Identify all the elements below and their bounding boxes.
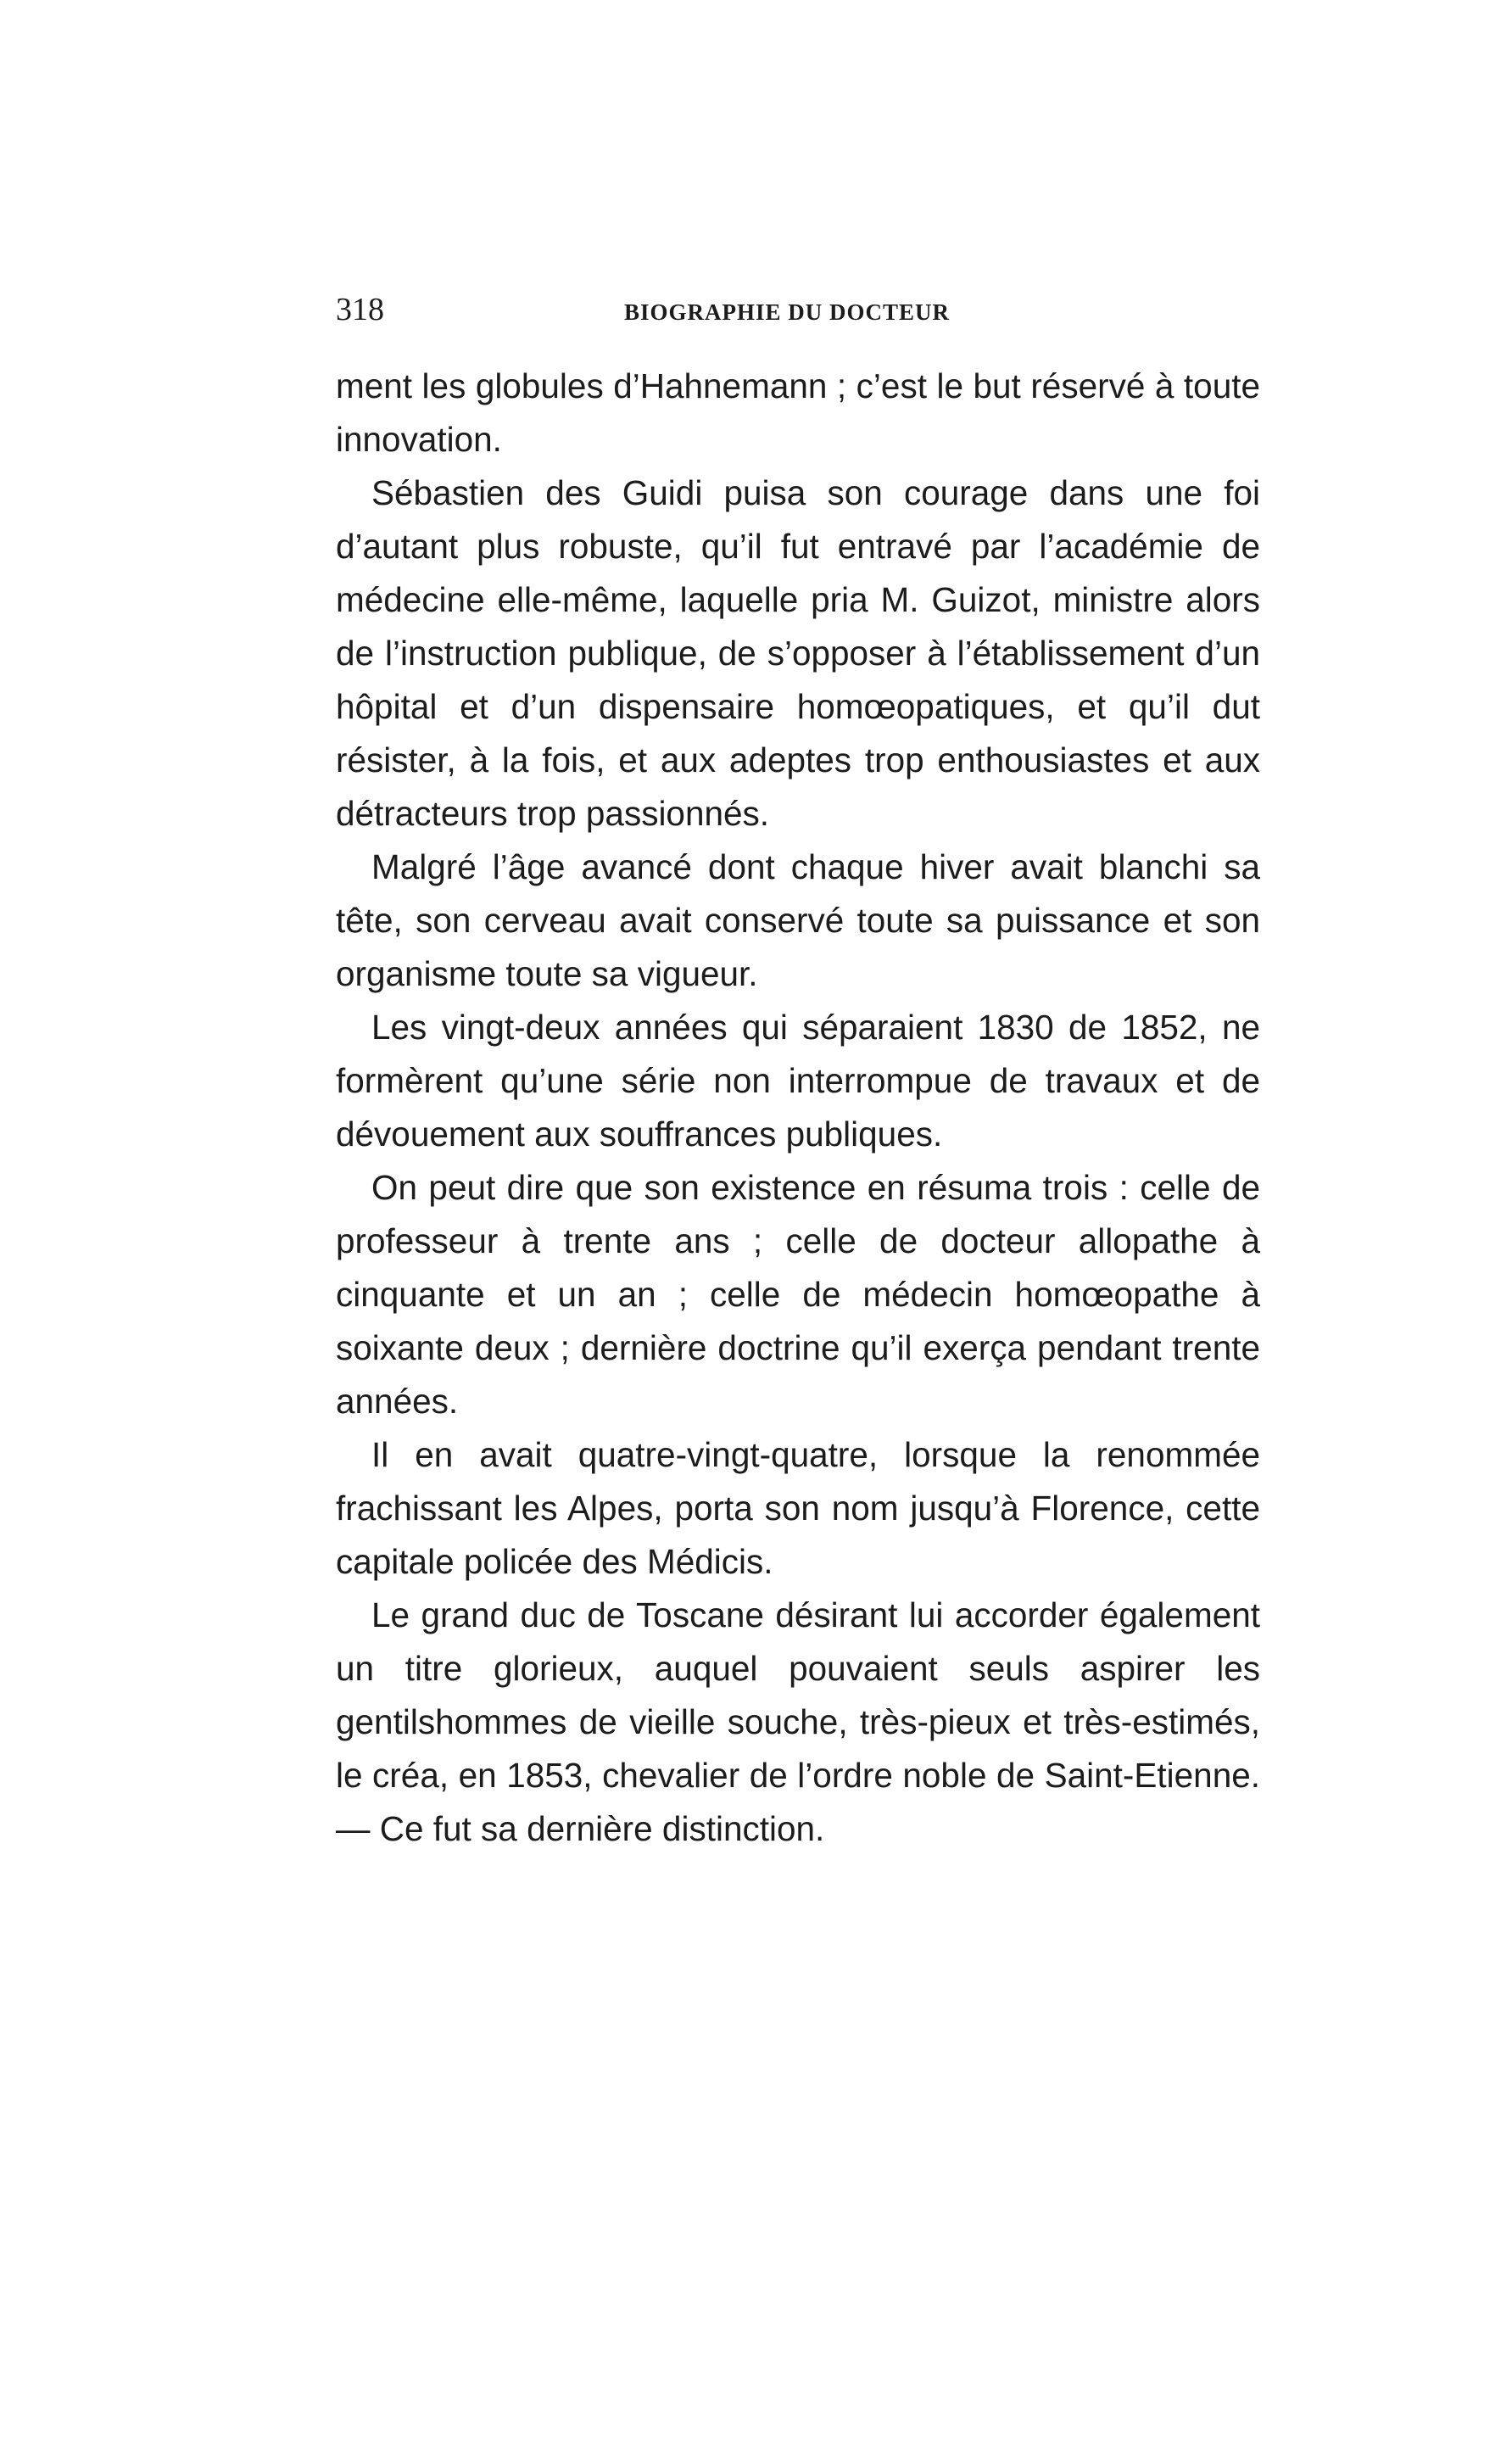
paragraph-1: ment les globules d’Hahnemann ; c’est le but réservé à toute innovation. [336, 366, 1260, 459]
running-title: BIOGRAPHIE DU DOCTEUR [624, 299, 951, 325]
paragraph-2: Sébastien des Guidi puisa son courage dans une foi d’autant plus robuste, qu’il fut entravé par l’académie de médecine elle-même, laquelle pria M. Guizot, ministre alors de l’instruction publique, de s’opposer à l’établissement d’un hôpital et d’un dispensaire homœopatiques, et qu’il dut résister, à la fois, et aux adeptes trop enthousiastes et aux détracteurs trop passionnés. [336, 473, 1260, 833]
page-header [336, 288, 1260, 339]
paragraph-5: On peut dire que son existence en résuma trois : celle de professeur à trente ans ; celle de docteur allopathe à cinquante et un an ; celle de médecin homœopathe à soixante deux ; dernière doctrine qu’il exerça pendant trente années. [336, 1168, 1260, 1421]
body-text [336, 360, 1260, 1856]
paragraph-3: Malgré l’âge avancé dont chaque hiver avait blanchi sa tête, son cerveau avait conservé toute sa puissance et son organisme toute sa vigueur. [336, 847, 1260, 993]
paragraph-6: Il en avait quatre-vingt-quatre, lorsque la renommée frachissant les Alpes, porta son nom jusqu’à Florence, cette capitale policée des Médicis. [336, 1435, 1260, 1581]
page-number: 318 [336, 292, 384, 327]
paragraph-7: Le grand duc de Toscane désirant lui accorder également un titre glorieux, auquel pouvaient seuls aspirer les gentilshommes de vieille souche, très-pieux et très-estimés, le créa, en 1853, chevalier de l’ordre noble de Saint-Etienne. — Ce fut sa dernière distinction. [336, 1595, 1260, 1848]
paragraph-4: Les vingt-deux années qui séparaient 1830 de 1852, ne formèrent qu’une série non interrompue de travaux et de dévouement aux souffrances publiques. [336, 1008, 1260, 1154]
